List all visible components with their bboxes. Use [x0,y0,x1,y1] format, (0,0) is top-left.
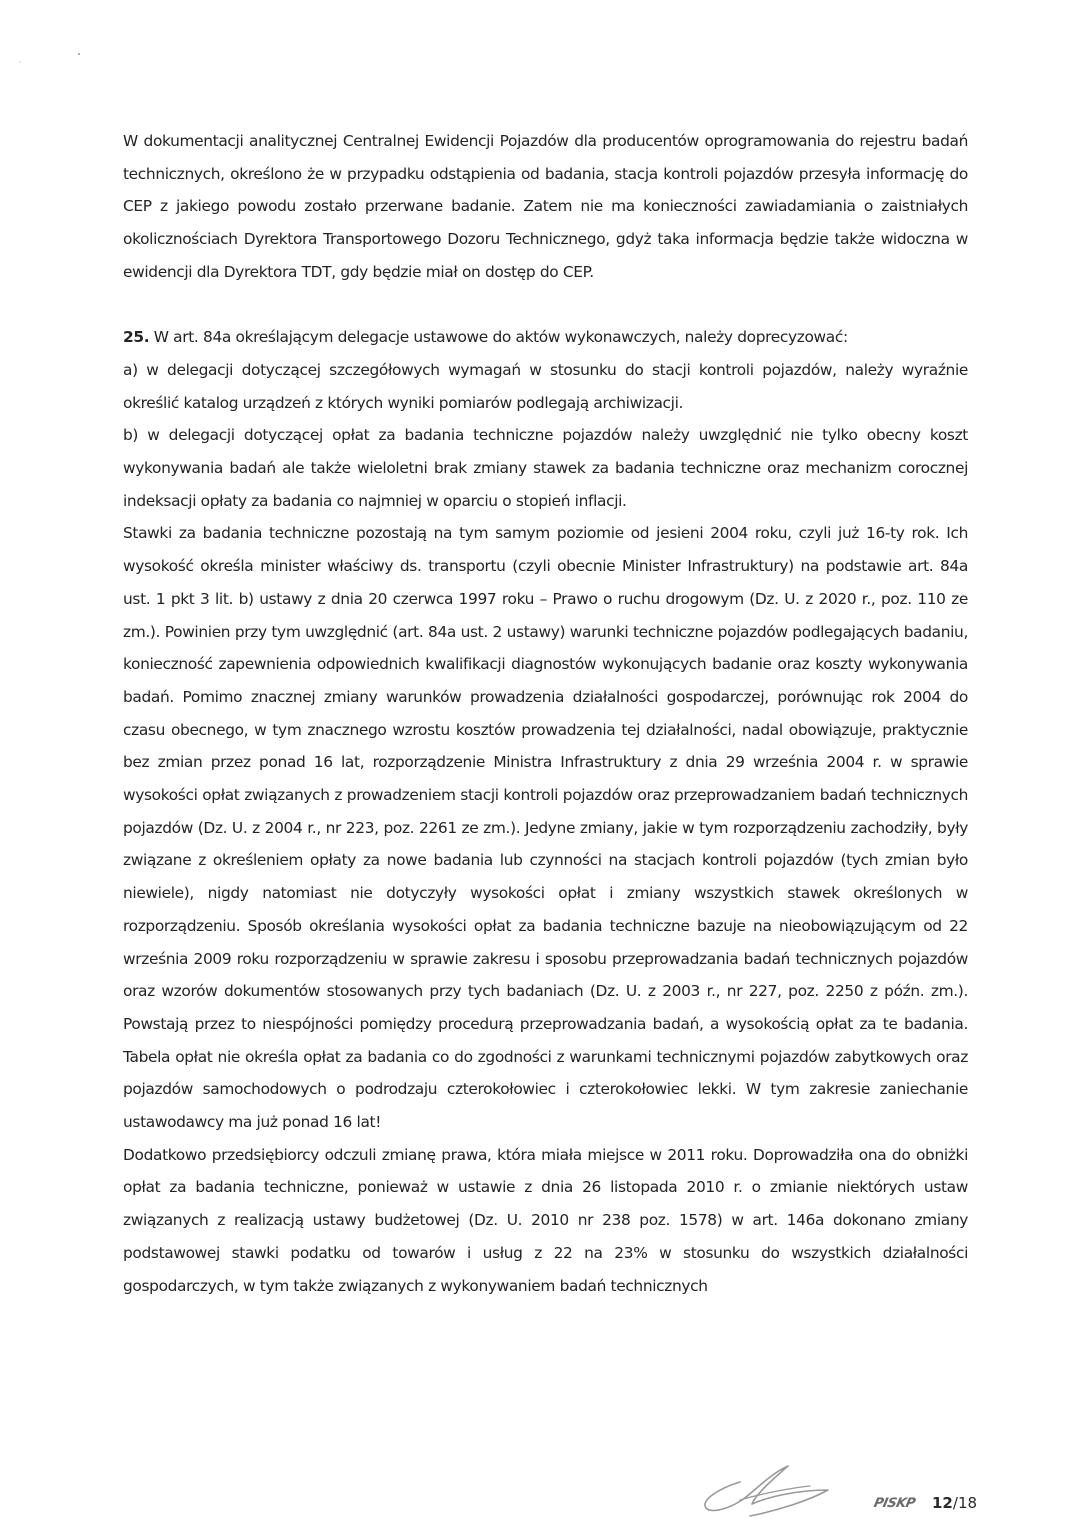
paragraph-cep: W dokumentacji analitycznej Centralnej Ewidencji Pojazdów dla producentów oprogramowania do rejestru badań technicznych, określono że w przypadku odstąpienia od badania, stacja kontroli pojazdów przesyła informację do CEP z jakiego powodu zostało przerwane badanie. Zatem nie ma konieczności zawiadamiania o zaistniałych okolicznościach Dyrektora Transportowego Dozoru Technicznego, gdyż taka informacja będzie także widoczna w ewidencji dla Dyrektora TDT, gdy będzie miał on dostęp do CEP. [123,132,968,281]
piskp-logo: PISKP [872,1496,917,1511]
scan-speck [19,61,21,63]
item-25-text: W art. 84a określającym delegacje ustawowe do aktów wykonawczych, należy doprecyzować: [149,328,848,347]
item-number: 25. [123,328,150,347]
page-number [932,1494,977,1512]
paragraph-item-25 [123,321,968,354]
page-current: 12 [932,1494,953,1512]
page-total: 18 [957,1494,978,1512]
paragraph-vat-change: Dodatkowo przedsiębiorcy odczuli zmianę prawa, która miała miejsce w 2011 roku. Doprowadziła ona do obniżki opłat za badania techniczne, ponieważ w ustawie z dnia 26 listopada 2010 r. o zmianie niektórych ustaw związanych z realizacją ustawy budżetowej (Dz. U. 2010 nr 238 poz. 1578) w art. 146a dokonano zmiany podstawowej stawki podatku od towarów i usług z 22 na 23% w stosunku do wszystkich działalności gospodarczych, w tym także związanych z wykonywaniem badań technicznych [123,1145,968,1295]
scan-speck [78,53,80,55]
paragraph-point-a: a) w delegacji dotyczącej szczegółowych wymagań w stosunku do stacji kontroli pojazdów, należy wyraźnie określić katalog urządzeń z których wyniki pomiarów podlegają archiwizacji. [123,360,968,412]
paragraph-point-b: b) w delegacji dotyczącej opłat za badania techniczne pojazdów należy uwzględnić nie tylko obecny koszt wykonywania badań ale także wieloletni brak zmiany stawek za badania techniczne oraz mechanizm corocznej indeksacji opłaty za badania co najmniej w oparciu o stopień inflacji. [123,426,968,510]
signature-icon [700,1460,840,1520]
document-body [123,125,968,1302]
page-separator: / [952,1494,958,1512]
paragraph-gap [123,289,968,322]
paragraph-rates: Stawki za badania techniczne pozostają na tym samym poziomie od jesieni 2004 roku, czyli już 16-ty rok. Ich wysokość określa minister właściwy ds. transportu (czyli obecnie Minister Infrastruktury) na podstawie art. 84a ust. 1 pkt 3 lit. b) ustawy z dnia 20 czerwca 1997 roku – Prawo o ruchu drogowym (Dz. U. z 2020 r., poz. 110 ze zm.). Powinien przy tym uwzględnić (art. 84a ust. 2 ustawy) warunki techniczne pojazdów podlegających badaniu, konieczność zapewnienia odpowiednich kwalifikacji diagnostów wykonujących badanie oraz koszty wykonywania badań. Pomimo znacznej zmiany warunków prowadzenia działalności gospodarczej, porównując rok 2004 do czasu obecnego, w tym znacznego wzrostu kosztów prowadzenia tej działalności, nadal obowiązuje, praktycznie bez zmian przez ponad 16 lat, rozporządzenie Ministra Infrastruktury z dnia 29 września 2004 r. w sprawie wysokości opłat związanych z prowadzeniem stacji kontroli pojazdów oraz przeprowadzaniem badań technicznych pojazdów (Dz. U. z 2004 r., nr 223, poz. 2261 ze zm.). Jedyne zmiany, jakie w tym rozporządzeniu zachodziły, były związane z określeniem opłaty za nowe badania lub czynności na stacjach kontroli pojazdów (tych zmian było niewiele), nigdy natomiast nie dotyczyły wysokości opłat i zmiany wszystkich stawek określonych w rozporządzeniu. Sposób określania wysokości opłat za badania techniczne bazuje na nieobowiązującym od 22 września 2009 roku rozporządzeniu w sprawie zakresu i sposobu przeprowadzania badań technicznych pojazdów oraz wzorów dokumentów stosowanych przy tych badaniach (Dz. U. z 2003 r., nr 227, poz. 2250 z późn. zm.). Powstają przez to niespójności pomiędzy procedurą przeprowadzania badań, a wysokością opłat za te badania. Tabela opłat nie określa opłat za badania co do zgodności z warunkami technicznymi pojazdów zabytkowych oraz pojazdów samochodowych o podrodzaju czterokołowiec i czterokołowiec lekki. W tym zakresie zaniechanie ustawodawcy ma już ponad 16 lat! [123,524,968,1132]
